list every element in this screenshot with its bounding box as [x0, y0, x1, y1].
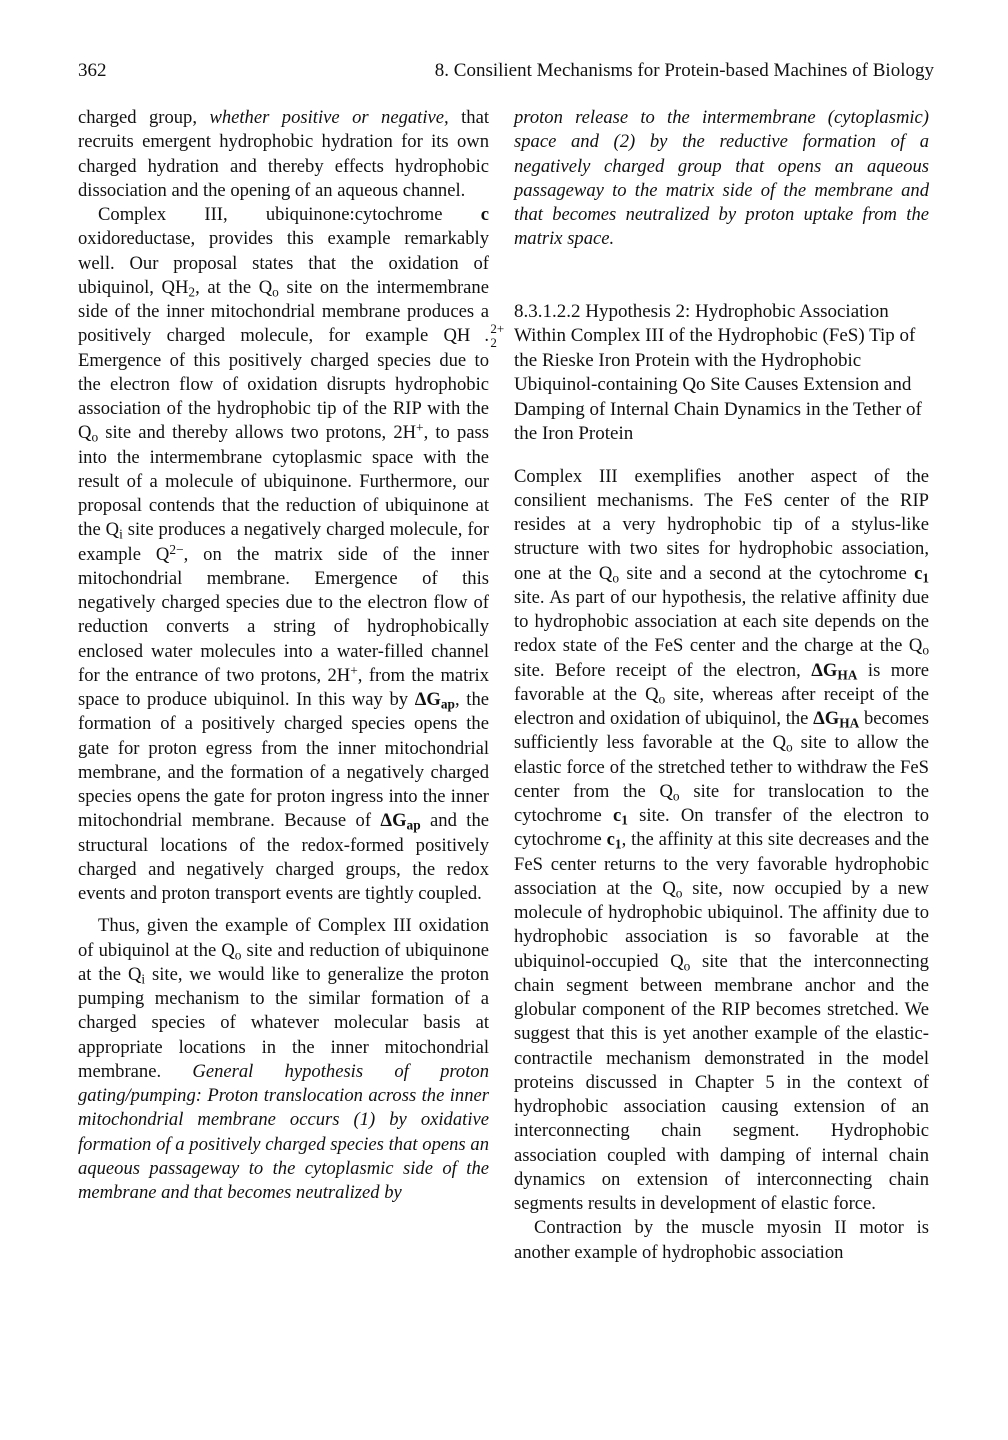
paragraph: proton release to the intermembrane (cytoplasmic) space and (2) by the reductive formation of a negatively charged group that opens an aqueous passageway to the matrix side of the membrane and that becomes neutralized by proton uptake from the matrix space.	[514, 107, 929, 250]
paragraph: Complex III exemplifies another aspect of the consilient mechanisms. The FeS center of the RIP resides at a very hydrophobic tip of a stylus-like structure with two sites for hydrophobic association, one at the $Q_o$ site and a second at the cytochrome $c_1$ site. As part of our hypothesis, the relative affinity due to hydrophobic association at each site depends on the redox state of the FeS center and the charge at the $Q_o$ site. Before receipt of the electron, $\Delta G_{HA}$ is more favorable at the $Q_o$ site, whereas after receipt of the electron and oxidation of ubiquinol, the $\Delta G_{HA}$ becomes sufficiently less favorable at the $Q_o$ site to allow the elastic force of the stretched tether to withdraw the FeS center from the $Q_o$ site for translocation to the cytochrome $c_1$ site. On transfer of the electron to cytochrome $c_1$, the affinity at this site decreases and the FeS center returns to the very favorable hydrophobic association at the $Q_o$ site, now occupied by a new molecule of hydrophobic ubiquinol. The affinity due to hydrophobic association is so favorable at the ubiquinol-occupied $Q_o$ site that the interconnecting chain segment between membrane anchor and the globular component of the RIP becomes stretched. We suggest that this is yet another example of the elastic-contractile mechanism demonstrated in the model proteins discussed in Chapter 5 in the context of hydrophobic association causing extension of an interconnecting chain segment. Hydrophobic association coupled with damping of internal chain dynamics on extension of interconnecting chain segments results in development of elastic force.	[514, 465, 930, 1214]
paragraph: Complex III, ubiquinone:cytochrome c oxidoreductase, provides this example remarkably well. Our proposal states that the oxidation of ubiquinol, $QH_2$, at the $Q_o$ site on the intermembrane side of the inner mitochondrial membrane produces a positively charged molecule, for example QH 2+ 2 . Emergence of this positively charged species due to the electron flow of oxidation disrupts hydrophobic association of the hydrophobic tip of the RIP with the $Q_o$ site and thereby allows two protons, 2H+, to pass into the intermembrane cytoplasmic space with the result of a molecule of ubiquinone. Furthermore, our proposal contends that the reduction of ubiquinone at the $Q_i$ site produces a negatively charged molecule, for example $Q^{2-}$, on the matrix side of the inner mitochondrial membrane. Emergence of this negatively charged species due to the electron flow of reduction converts a string of hydrophobically enclosed water molecules into a water-filled channel for the entrance of two protons, 2H+, from the matrix space to produce ubiquinol. In this way by $\Delta G_{ap}$, the formation of a positively charged species opens the gate for proton egress from the inner mitochondrial membrane, and the formation of a negatively charged species opens the gate for proton ingress into the inner mitochondrial membrane. Because of $\Delta G_{ap}$ and the structural locations of the redox-formed positively charged and negatively charged groups, the redox events and proton transport events are tightly coupled.	[78, 204, 505, 904]
paragraph: charged group, whether positive or negative, that recruits emergent hydrophobic hydration for its own charged hydration and thereby effects hydrophobic dissociation and the opening of an aqueous channel.	[78, 107, 489, 201]
right-column	[514, 106, 929, 1265]
running-head: 8. Consilient Mechanisms for Protein-based Machines of Biology	[434, 60, 934, 81]
paragraph: Contraction by the muscle myosin II motor is another example of hydrophobic association	[514, 1217, 929, 1263]
paragraph: Thus, given the example of Complex III oxidation of ubiquinol at the $Q_o$ site and reduction of ubiquinone at the $Q_i$ site, we would like to generalize the proton pumping mechanism to the similar formation of a charged species of whatever molecular basis at appropriate locations in the inner mitochondrial membrane. General hypothesis of proton gating/pumping: Proton translocation across the inner mitochondrial membrane occurs (1) by oxidative formation of a positively charged species that opens an aqueous passageway to the cytoplasmic side of the membrane and that becomes neutralized by	[78, 915, 490, 1203]
section-heading: 8.3.1.2.2 Hypothesis 2: Hydrophobic Association Within Complex III of the Hydrophobic (FeS) Tip of the Rieske Iron Protein with the Hydrophobic Ubiquinol-containing Qo Site Causes Extension and Damping of Internal Chain Dynamics in the Tether of the Iron Protein	[514, 300, 922, 444]
left-column	[78, 106, 505, 1205]
page-number: 362	[78, 60, 107, 81]
